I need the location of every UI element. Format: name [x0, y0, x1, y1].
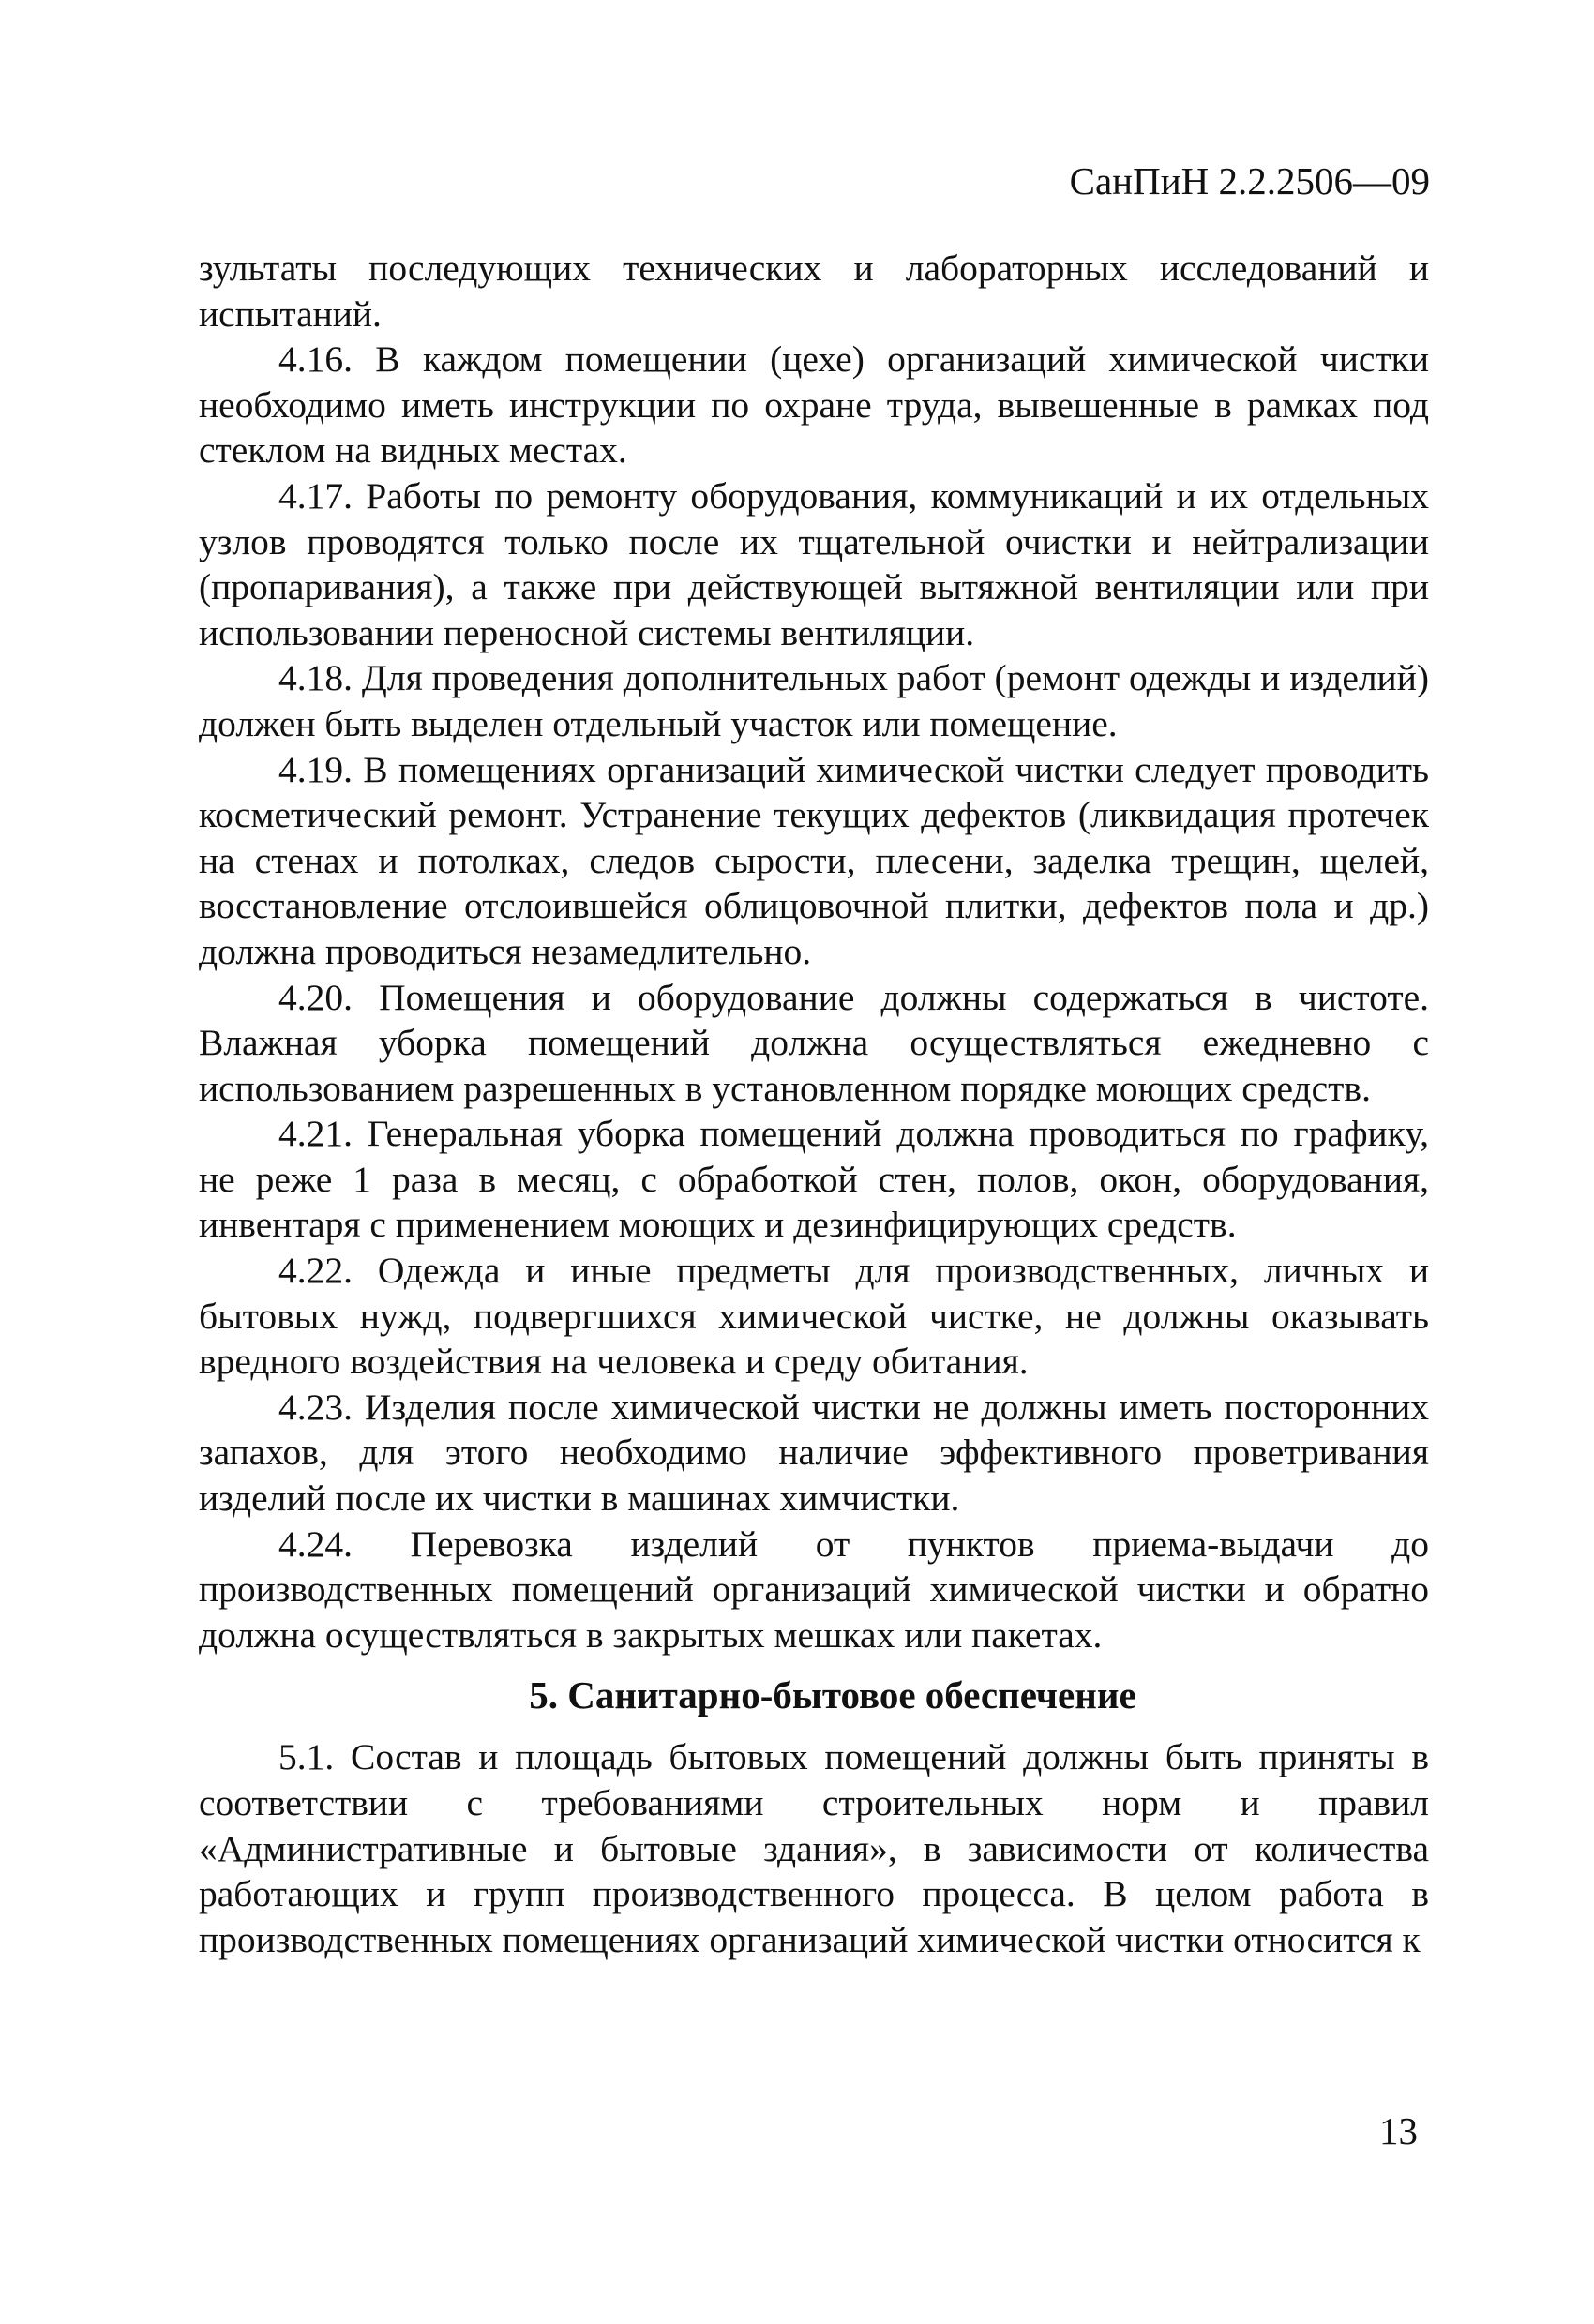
paragraph-continuation: зультаты последующих технических и лабораторных исследований и испытаний.	[199, 247, 1429, 335]
paragraph-4-23: 4.23. Изделия после химической чистки не должны иметь посторонних запахов, для этого необходимо наличие эффективного проветривания изделий после их чистки в машинах химчистки.	[199, 1386, 1429, 1520]
paragraph-4-24: 4.24. Перевозка изделий от пунктов приема-выдачи до производственных помещений организаций химической чистки и обратно должна осуществляться в закрытых мешках или пакетах.	[199, 1522, 1429, 1656]
paragraph-4-20: 4.20. Помещения и оборудование должны содержаться в чистоте. Влажная уборка помещений должна осуществляться ежедневно с использованием разрешенных в установленном порядке моющих средств.	[199, 976, 1429, 1109]
paragraph-4-22: 4.22. Одежда и иные предметы для производственных, личных и бытовых нужд, подвергшихся химической чистке, не должны оказывать вредного воздействия на человека и среду обитания.	[199, 1250, 1429, 1383]
paragraph-4-19: 4.19. В помещениях организаций химической чистки следует проводить косметический ремонт. Устранение текущих дефектов (ликвидация протечек на стенах и потолках, следов сырости, плесени, заделка трещин, щелей, восстановление отслоившейся облицовочной плитки, дефектов пола и др.) должна проводиться незамедлительно.	[199, 748, 1429, 972]
page-number: 13	[1379, 2109, 1418, 2152]
paragraph-5-1: 5.1. Состав и площадь бытовых помещений должны быть приняты в соответствии с требованиями строительных норм и правил «Административные и бытовые здания», в зависимости от количества работающих и групп производственного процесса. В целом работа в производственных помещениях организаций химической чистки относится к	[199, 1736, 1429, 1960]
paragraph-4-21: 4.21. Генеральная уборка помещений должна проводиться по графику, не реже 1 раза в месяц, с обработкой стен, полов, окон, оборудования, инвентаря с применением моющих и дезинфицирующих средств.	[199, 1113, 1429, 1246]
section-heading: 5. Санитарно-бытовое обеспечение	[529, 1673, 1136, 1717]
paragraph-4-17: 4.17. Работы по ремонту оборудования, коммуникаций и их отдельных узлов проводятся только после их тщательной очистки и нейтрализации (пропаривания), а также при действующей вытяжной вентиляции или при использовании переносной системы вентиляции.	[199, 474, 1429, 653]
document-header-code: СанПиН 2.2.2506—09	[1069, 159, 1430, 202]
paragraph-4-16: 4.16. В каждом помещении (цехе) организаций химической чистки необходимо иметь инструкции по охране труда, вывешенные в рамках под стеклом на видных местах.	[199, 338, 1429, 472]
paragraph-4-18: 4.18. Для проведения дополнительных работ (ремонт одежды и изделий) должен быть выделен отдельный участок или помещение.	[199, 657, 1429, 744]
document-body	[199, 246, 1429, 1962]
